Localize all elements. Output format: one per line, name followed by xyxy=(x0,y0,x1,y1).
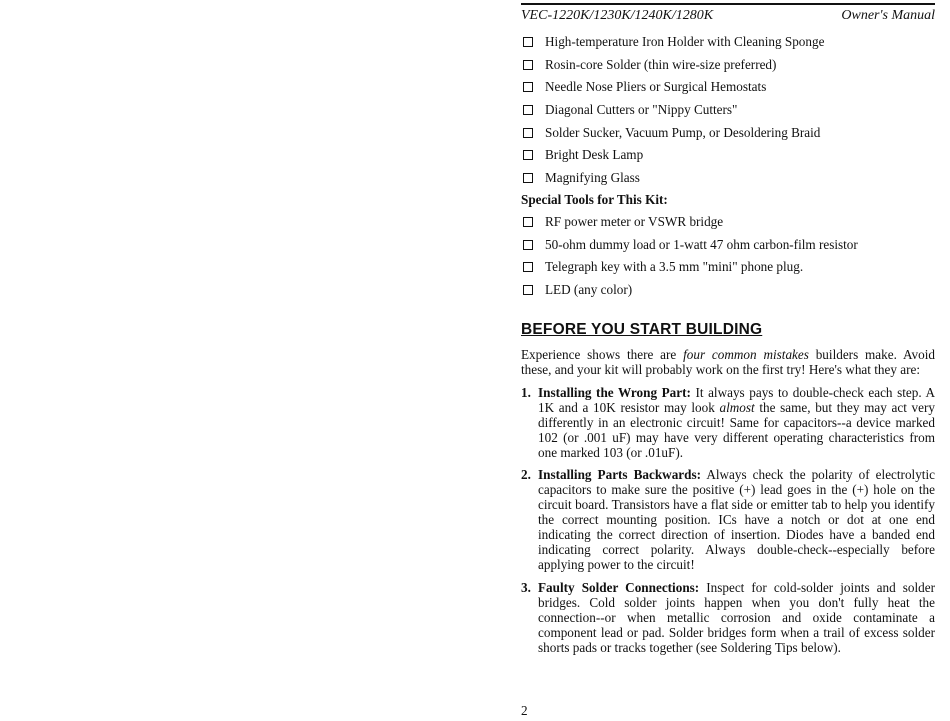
running-header xyxy=(521,3,935,25)
checklist-item xyxy=(521,144,935,167)
checklist-item xyxy=(521,31,935,54)
checklist-label: Magnifying Glass xyxy=(545,169,640,185)
checklist-item xyxy=(521,167,935,190)
checklist-item xyxy=(521,76,935,99)
checkbox-icon xyxy=(523,217,533,227)
intro-paragraph xyxy=(521,347,935,377)
intro-emphasis: four common mistakes xyxy=(683,347,809,362)
checklist-item xyxy=(521,279,935,302)
item-body xyxy=(538,580,935,655)
section-title: BEFORE YOU START BUILDING xyxy=(521,321,763,338)
intro-text: Experience shows there are xyxy=(521,347,684,362)
checklist-item xyxy=(521,256,935,279)
checklist-label: High-temperature Iron Holder with Cleaning Sponge xyxy=(545,34,825,50)
checklist-item xyxy=(521,99,935,122)
checklist-label: RF power meter or VSWR bridge xyxy=(545,214,724,230)
item-number: 2. xyxy=(521,467,531,482)
checklist-label: Telegraph key with a 3.5 mm "mini" phone plug. xyxy=(545,259,804,275)
checklist-item xyxy=(521,234,935,257)
mistake-item xyxy=(521,580,935,655)
checklist-item xyxy=(521,54,935,77)
checklist-label: Needle Nose Pliers or Surgical Hemostats xyxy=(545,79,767,95)
item-title: Installing Parts Backwards: xyxy=(538,467,702,482)
checklist-label: LED (any color) xyxy=(545,282,633,298)
manual-page xyxy=(521,0,935,721)
special-tools-heading: Special Tools for This Kit: xyxy=(521,192,668,207)
item-number: 1. xyxy=(521,385,531,400)
checkbox-icon xyxy=(523,105,533,115)
tools-checklist xyxy=(521,31,935,189)
checklist-label: Diagonal Cutters or "Nippy Cutters" xyxy=(545,102,738,118)
checkbox-icon xyxy=(523,82,533,92)
checklist-label: Solder Sucker, Vacuum Pump, or Desoldering Braid xyxy=(545,124,821,140)
item-text: It always pays to double-check each step. A 1K and a 10K resistor may look xyxy=(538,385,935,415)
item-text: Always check the polarity of electrolytic capacitors to make sure the positive (+) lead goes in the (+) hole on the circuit board. Transistors have a flat side or emitter tab to help you identify the correct mounting position. ICs have a notch or dot at one end indicating the correct direction of insertion. Diodes have a banded end indicating correct polarity. Always double-check--especially before applying power to the circuit! xyxy=(538,467,935,572)
checklist-label: Bright Desk Lamp xyxy=(545,147,644,163)
special-tools-checklist xyxy=(521,211,935,301)
item-text: Inspect for cold-solder joints and solder bridges. Cold solder joints happen when you don't fully heat the connection--or when metallic corrosion and oxide contaminate a component lead or pad. Solder bridges form when a trail of excess solder shorts pads or tracks together (see Soldering Tips below). xyxy=(538,580,935,655)
checklist-item xyxy=(521,121,935,144)
header-model: VEC-1220K/1230K/1240K/1280K xyxy=(521,8,714,23)
item-body xyxy=(538,385,935,460)
checkbox-icon xyxy=(523,60,533,70)
mistake-item xyxy=(521,385,935,460)
checklist-label: Rosin-core Solder (thin wire-size preferred) xyxy=(545,56,777,72)
item-body xyxy=(538,467,935,572)
checkbox-icon xyxy=(523,150,533,160)
mistake-item xyxy=(521,467,935,572)
checkbox-icon xyxy=(523,285,533,295)
checkbox-icon xyxy=(523,240,533,250)
checklist-item xyxy=(521,211,935,234)
checklist-label: 50-ohm dummy load or 1-watt 47 ohm carbon-film resistor xyxy=(545,236,858,252)
intro-text: builders make. Avoid these, and your kit will probably work on the first try! Here's what they are: xyxy=(521,347,935,377)
checkbox-icon xyxy=(523,262,533,272)
checkbox-icon xyxy=(523,173,533,183)
checkbox-icon xyxy=(523,37,533,47)
item-title: Installing the Wrong Part: xyxy=(538,385,691,400)
item-emphasis: almost xyxy=(719,400,755,415)
checkbox-icon xyxy=(523,128,533,138)
item-text: the same, but they may act very differently in an electronic circuit! Same for capacitors--a device marked 102 (or .001 uF) may have very different operating characteristics from one marked 103 (or .01uF). xyxy=(538,400,935,460)
item-number: 3. xyxy=(521,580,531,595)
item-title: Faulty Solder Connections: xyxy=(538,580,700,595)
header-title: Owner's Manual xyxy=(841,8,935,23)
page-number: 2 xyxy=(521,703,528,718)
